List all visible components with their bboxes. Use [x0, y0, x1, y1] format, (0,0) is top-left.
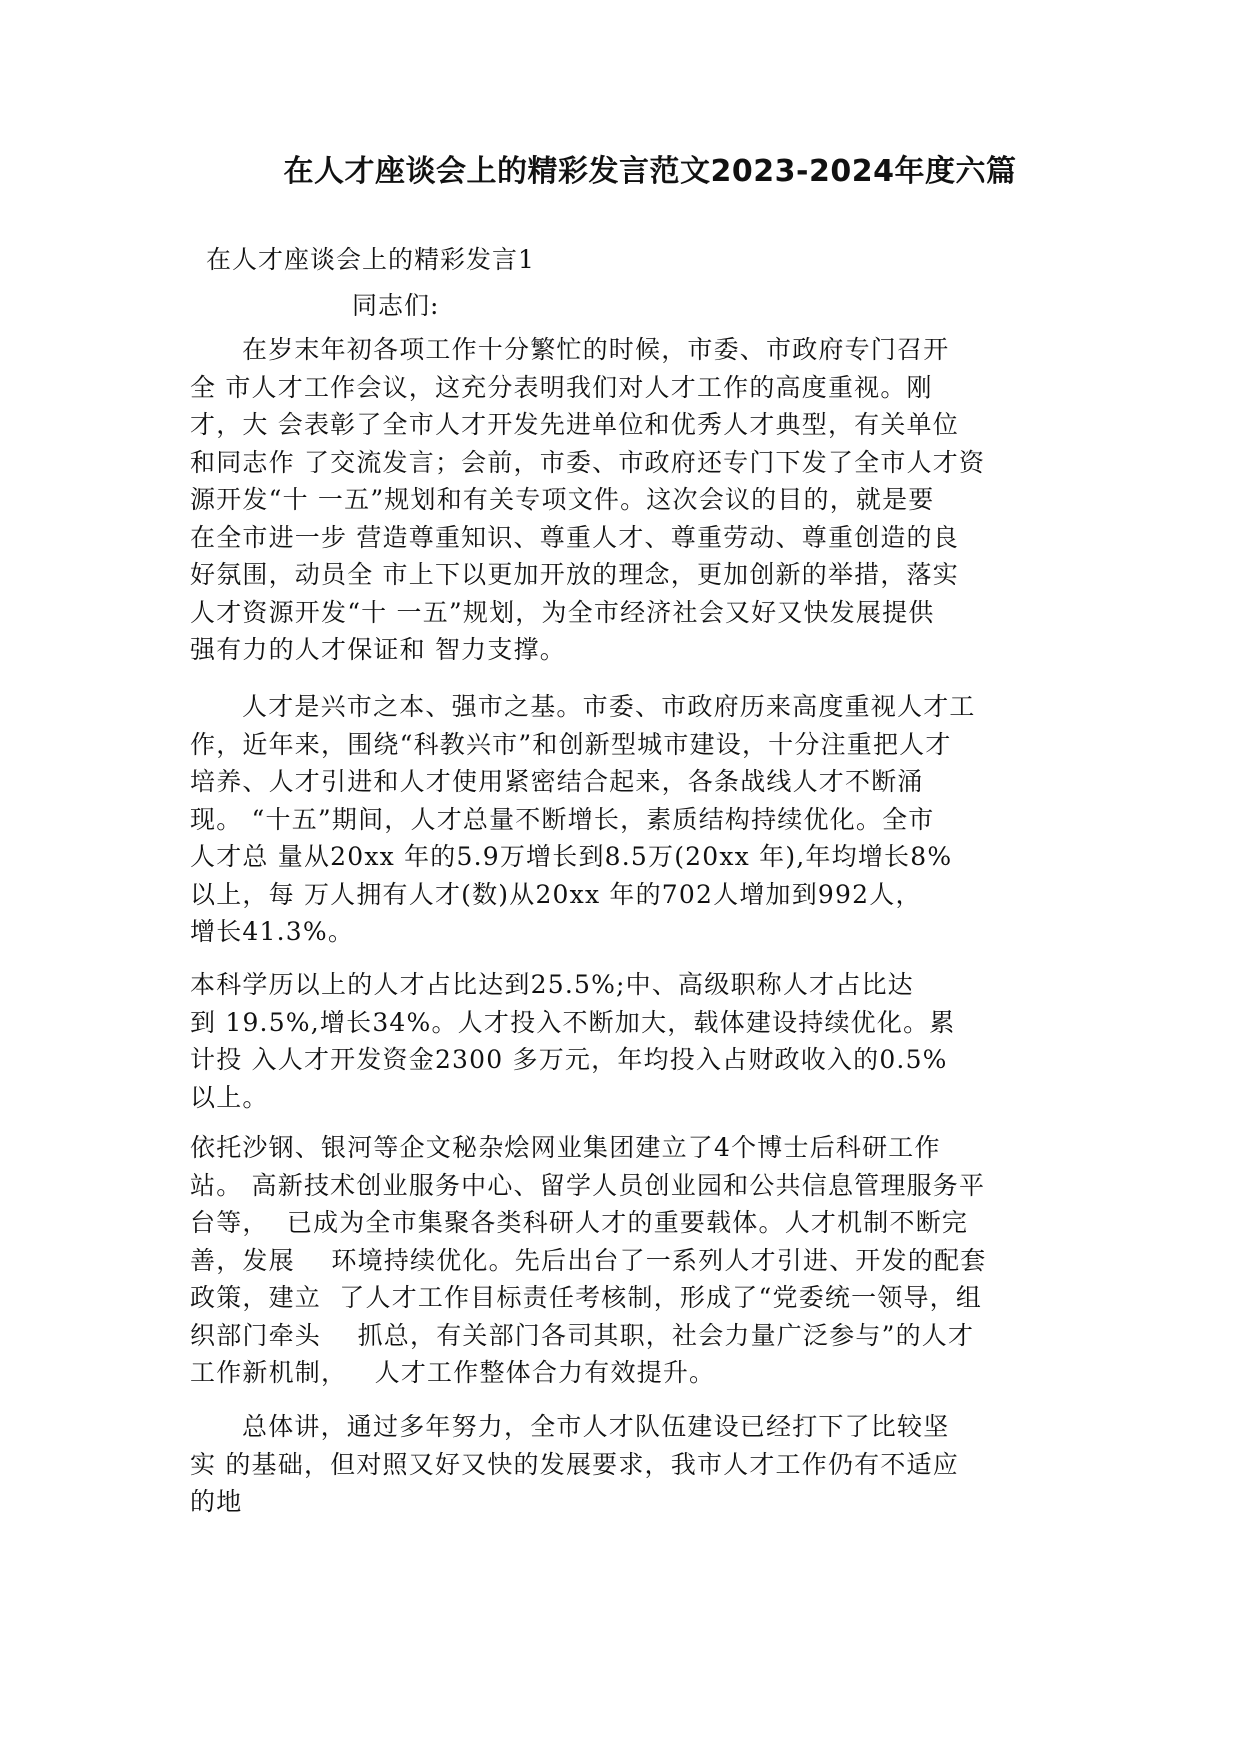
paragraph-line: 本科学历以上的人才占比达到25.5%;中、高级职称人才占比达 — [190, 970, 914, 999]
paragraph-line: 在全市进一步 营造尊重知识、尊重人才、尊重劳动、尊重创造的良 — [190, 522, 959, 552]
paragraph-line: 人才是兴市之本、强市之基。市委、市政府历来高度重视人才工 — [242, 692, 976, 721]
paragraph-line: 增长41.3%。 — [190, 917, 355, 946]
paragraph-line: 好氛围，动员全 市上下以更加开放的理念，更加创新的举措，落实 — [190, 560, 959, 589]
paragraph-line: 到 19.5%,增长34%。人才投入不断加大，载体建设持续优化。累 — [190, 1007, 956, 1037]
paragraph-line: 工作新机制， 人才工作整体合力有效提升。 — [190, 1358, 716, 1387]
document-title: 在人才座谈会上的精彩发言范文2023-2024年度六篇 — [283, 154, 1017, 189]
paragraph-line: 善，发展 环境持续优化。先后出台了一系列人才引进、开发的配套 — [190, 1245, 987, 1275]
paragraph-4 — [190, 1129, 1090, 1392]
paragraph-line: 现。 “十五”期间，人才总量不断增长，素质结构持续优化。全市 — [190, 804, 935, 834]
paragraph-5 — [190, 1408, 1090, 1521]
paragraph-line: 强有力的人才保证和 智力支撑。 — [190, 635, 566, 664]
paragraph-line: 全 市人才工作会议，这充分表明我们对人才工作的高度重视。刚 — [190, 372, 933, 402]
section-heading: 在人才座谈会上的精彩发言1 — [206, 245, 535, 274]
paragraph-1 — [190, 331, 1090, 669]
paragraph-line: 总体讲，通过多年努力，全市人才队伍建设已经打下了比较坚 — [242, 1412, 950, 1441]
paragraph-line: 政策，建立 了人才工作目标责任考核制，形成了“党委统一领导，组 — [190, 1283, 983, 1312]
paragraph-line: 作，近年来，围绕“科教兴市”和创新型城市建设，十分注重把人才 — [190, 729, 952, 759]
paragraph-line: 在岁末年初各项工作十分繁忙的时候，市委、市政府专门召开 — [242, 335, 950, 364]
paragraph-line: 实 的基础，但对照又好又快的发展要求，我市人才工作仍有不适应 — [190, 1449, 959, 1479]
paragraph-line: 计投 入人才开发资金2300 多万元，年均投入占财政收入的0.5% — [190, 1045, 948, 1074]
paragraph-line: 源开发“十 一五”规划和有关专项文件。这次会议的目的，就是要 — [190, 485, 935, 514]
paragraph-line: 站。 高新技术创业服务中心、留学人员创业园和公共信息管理服务平 — [190, 1170, 986, 1200]
paragraph-line: 才，大 会表彰了全市人才开发先进单位和优秀人才典型，有关单位 — [190, 410, 959, 439]
paragraph-line: 织部门牵头 抓总，有关部门各司其职，社会力量广泛参与”的人才 — [190, 1320, 975, 1350]
paragraph-line: 人才资源开发“十 一五”规划，为全市经济社会又好又快发展提供 — [190, 597, 935, 627]
paragraph-line: 台等， 已成为全市集聚各类科研人才的重要载体。人才机制不断完 — [190, 1208, 969, 1237]
paragraph-line: 以上。 — [190, 1082, 269, 1112]
paragraph-line: 和同志作 了交流发言；会前，市委、市政府还专门下发了全市人才资 — [190, 447, 986, 477]
paragraph-line: 依托沙钢、银河等企文秘杂烩网业集团建立了4个博士后科研工作 — [190, 1133, 941, 1162]
paragraph-3 — [190, 966, 1090, 1116]
paragraph-line: 人才总 量从20xx 年的5.9万增长到8.5万(20xx 年),年均增长8% — [190, 842, 953, 871]
paragraph-line: 培养、人才引进和人才使用紧密结合起来，各条战线人才不断涌 — [190, 767, 924, 796]
paragraph-line: 以上，每 万人拥有人才(数)从20xx 年的702人增加到992人， — [190, 879, 922, 909]
paragraph-2 — [190, 688, 1090, 951]
paragraph-line: 的地 — [190, 1487, 243, 1516]
salutation: 同志们: — [352, 291, 440, 320]
